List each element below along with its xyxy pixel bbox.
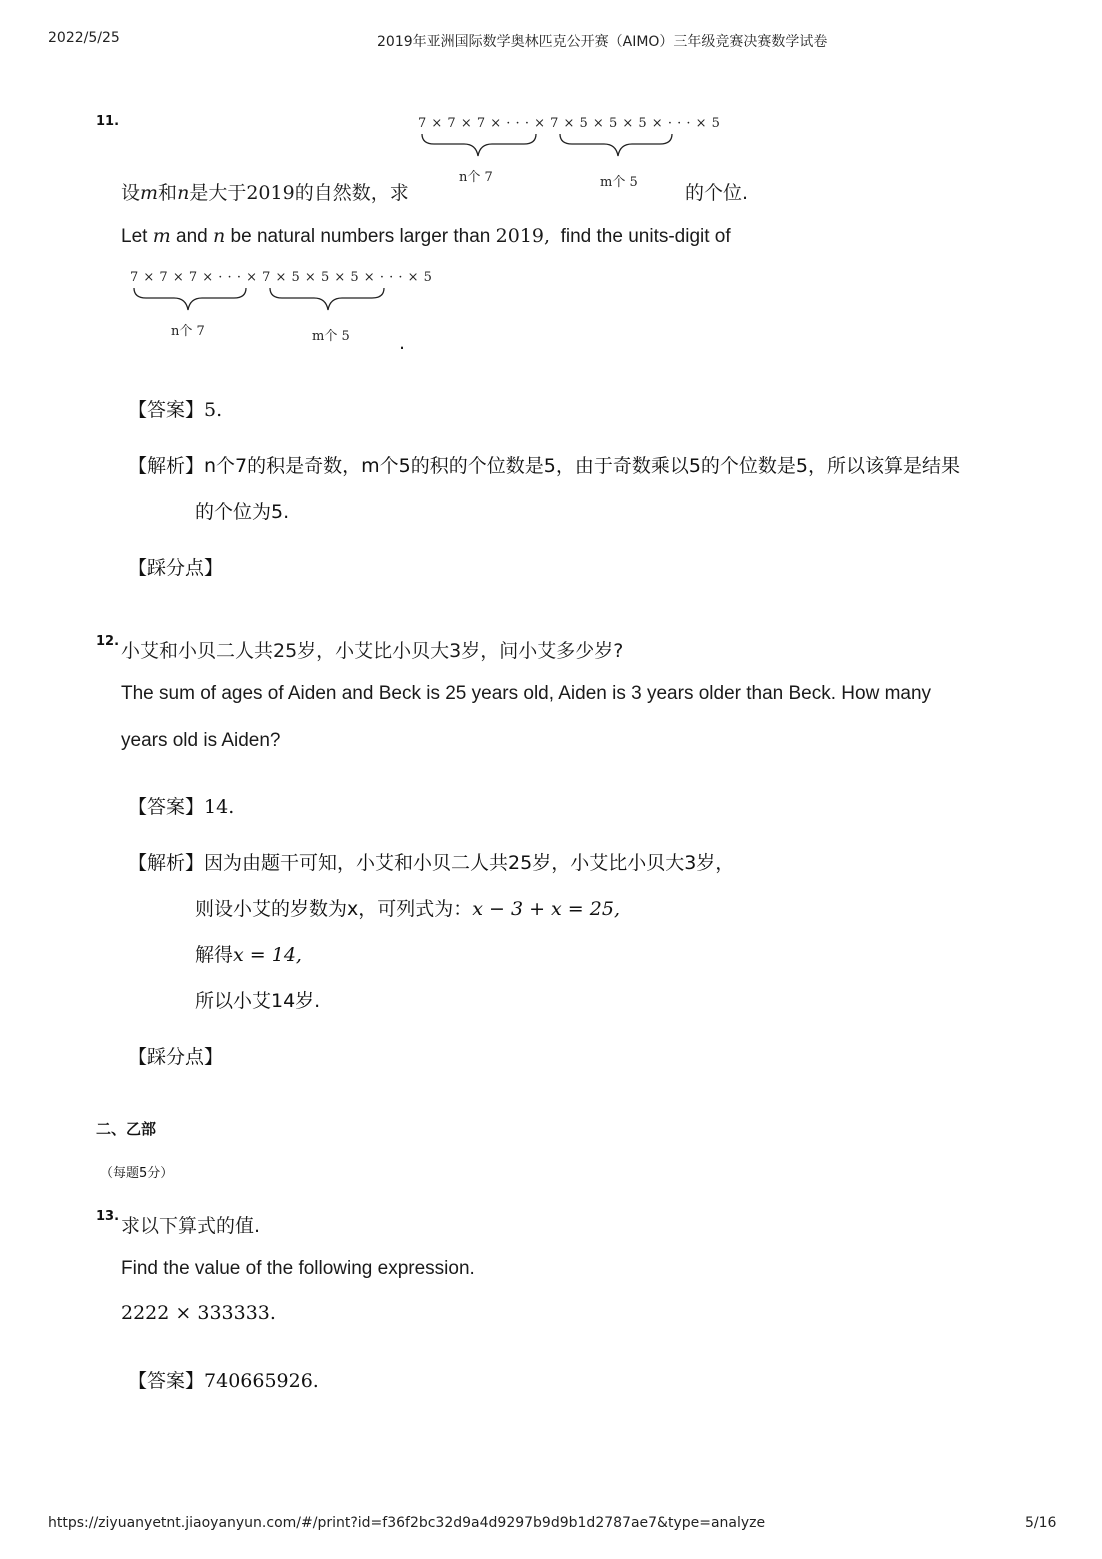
footer-url[interactable]: https://ziyuanyetnt.jiaoyanyun.com/#/print?id=f36f2bc32d9a4d9297b9d9b1d2787ae7&type=analyze [48,1515,766,1531]
analysis-conclusion: 所以小艾14岁. [195,990,321,1012]
formula-braces-en [132,286,392,318]
answer-row: 【答案】14. [128,796,235,818]
formula-period: . [399,332,406,354]
question-text-cn: 小艾和小贝二人共25岁，小艾比小贝大3岁，问小艾多少岁? [121,640,624,662]
section-note: （每题5分） [100,1166,174,1181]
brace-label-m: m个 5 [600,175,638,190]
question-number: 13. [96,1209,120,1224]
analysis-continued: 的个位为5. [195,501,290,523]
page-number: 5/16 [1025,1515,1057,1531]
product-formula: 7 × 7 × 7 × · · · × 7 × 5 × 5 × 5 × · · · × 5 [418,116,721,131]
expression: 2222 × 333333. [121,1302,276,1324]
scoring-points: 【踩分点】 [128,1046,224,1068]
formula-braces [420,132,680,164]
question-number: 12. [96,634,120,649]
answer-row: 【答案】740665926. [128,1370,319,1392]
question-number: 11. [96,114,120,129]
question-text-cn: 设m和n是大于2019的自然数，求 [121,182,409,204]
question-text-cn-end: 的个位. [685,182,749,204]
analysis-equation: 则设小艾的岁数为x，可列式为：x − 3 + x = 25, [195,898,620,920]
question-text-en-line2: years old is Aiden? [121,730,281,751]
brace-label-m-en: m个 5 [312,329,350,344]
analysis-solution: 解得x = 14, [195,944,302,966]
print-date: 2022/5/25 [48,30,120,46]
answer-row: 【答案】5. [128,399,223,421]
scoring-points: 【踩分点】 [128,557,224,579]
question-text-en: Find the value of the following expression. [121,1258,475,1279]
analysis-row: 【解析】n个7的积是奇数，m个5的积的个位数是5，由于奇数乘以5的个位数是5，所以该算是结果 [128,455,961,477]
brace-label-n: n个 7 [459,170,493,185]
section-title: 二、乙部 [96,1120,157,1138]
question-text-cn: 求以下算式的值. [121,1215,261,1237]
page-title: 2019年亚洲国际数学奥林匹克公开赛（AIMO）三年级竞赛决赛数学试卷 [377,34,828,50]
brace-label-n-en: n个 7 [171,324,205,339]
product-formula-en: 7 × 7 × 7 × · · · × 7 × 5 × 5 × 5 × · · · × 5 [130,270,433,285]
question-text-en: The sum of ages of Aiden and Beck is 25 years old, Aiden is 3 years older than Beck. How many [121,683,932,704]
analysis-row: 【解析】因为由题干可知，小艾和小贝二人共25岁，小艾比小贝大3岁， [128,852,735,874]
question-text-en: Let m and n be natural numbers larger than 2019, find the units-digit of [121,225,731,247]
